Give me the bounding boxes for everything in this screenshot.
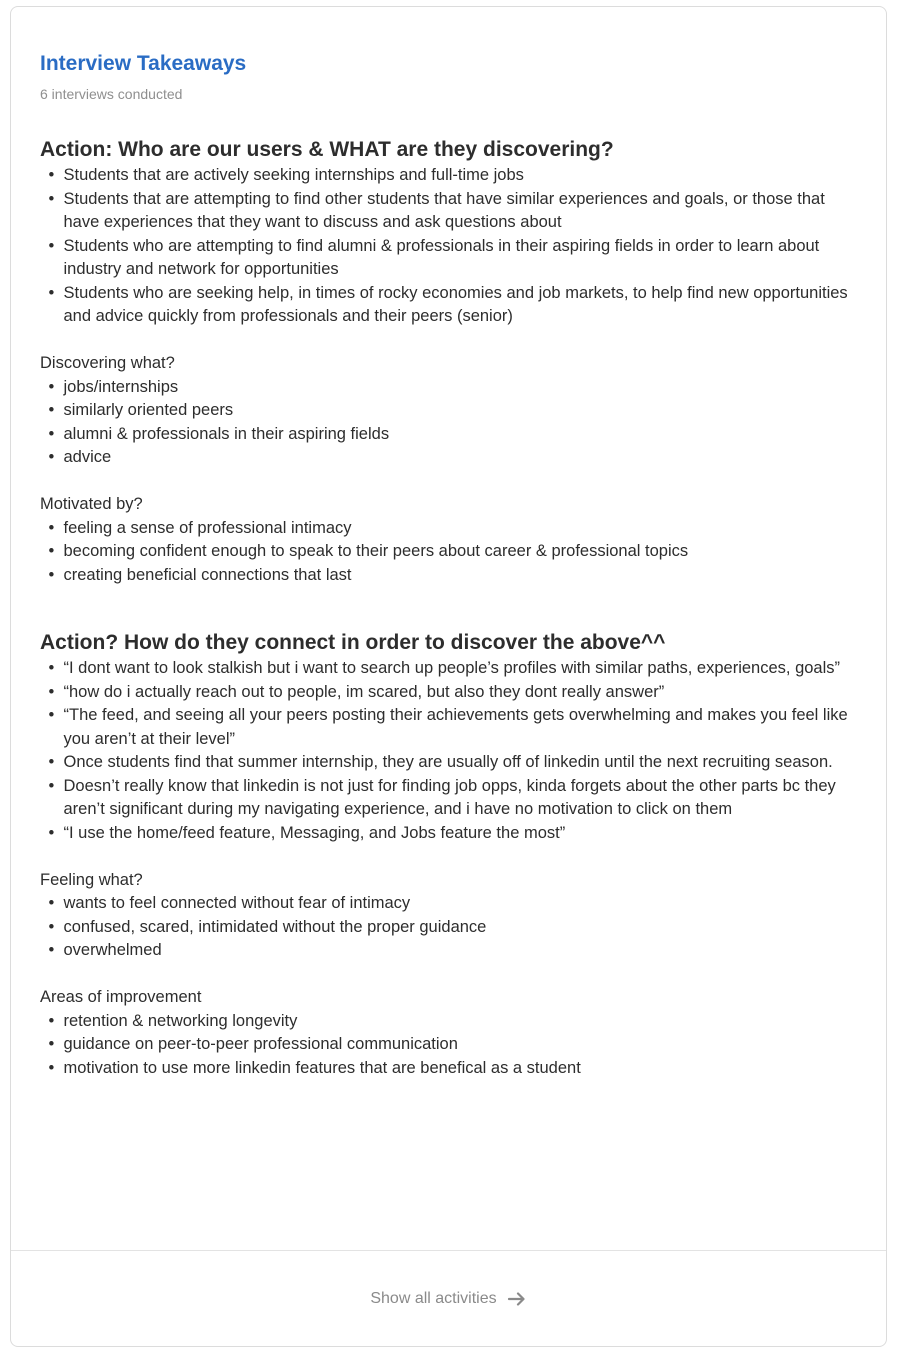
list-item: • Students who are attempting to find alumni & professionals in their aspiring fields in order to learn about industry and network for opportunities <box>64 235 858 282</box>
list-item: • alumni & professionals in their aspiring fields <box>64 423 858 447</box>
improvement-label: Areas of improvement <box>40 988 202 1006</box>
list-item: • “I dont want to look stalkish but i want to search up people’s profiles with similar paths, experiences, goals” <box>64 657 858 681</box>
card-subtitle: 6 interviews conducted <box>40 86 183 102</box>
list-item: • overwhelmed <box>64 939 858 963</box>
section2-bullet-list <box>40 657 857 845</box>
discovering-list <box>40 376 857 470</box>
list-item: • wants to feel connected without fear of intimacy <box>64 892 858 916</box>
feeling-list <box>40 892 857 963</box>
list-item: • Once students find that summer internship, they are usually off of linkedin until the next recruiting season. <box>64 751 858 775</box>
list-item: • guidance on peer-to-peer professional communication <box>64 1033 858 1057</box>
list-item: • “how do i actually reach out to people, im scared, but also they dont really answer” <box>64 681 858 705</box>
list-item: • “I use the home/feed feature, Messaging, and Jobs feature the most” <box>64 822 858 846</box>
list-item: • feeling a sense of professional intimacy <box>64 517 858 541</box>
list-item: • Doesn’t really know that linkedin is not just for finding job opps, kinda forgets about the other parts bc they aren’t significant during my navigating experience, and i have no motivation to click on them <box>64 775 858 822</box>
list-item: • Students that are attempting to find other students that have similar experiences and goals, or those that have experiences that they want to discuss and ask questions about <box>64 188 858 235</box>
list-item: • jobs/internships <box>64 376 858 400</box>
list-item: • becoming confident enough to speak to their peers about career & professional topics <box>64 540 858 564</box>
list-item: • “The feed, and seeing all your peers posting their achievements gets overwhelming and makes you feel like you aren’t at their level” <box>64 704 858 751</box>
list-item: • similarly oriented peers <box>64 399 858 423</box>
list-item: • Students that are actively seeking internships and full-time jobs <box>64 164 858 188</box>
motivated-list <box>40 517 857 588</box>
motivated-label: Motivated by? <box>40 495 143 513</box>
discovering-label: Discovering what? <box>40 354 175 372</box>
card-title: Interview Takeaways <box>40 52 247 75</box>
list-item: • Students who are seeking help, in times of rocky economies and job markets, to help find new opportunities and advice quickly from professionals and their peers (senior) <box>64 282 858 329</box>
section1-bullet-list <box>40 164 857 329</box>
list-item: • creating beneficial connections that last <box>64 564 858 588</box>
card-footer <box>11 1250 886 1346</box>
list-item: • retention & networking longevity <box>64 1010 858 1034</box>
arrow-right-icon <box>507 1289 527 1309</box>
card-content <box>11 7 886 1080</box>
list-item: • confused, scared, intimidated without the proper guidance <box>64 916 858 940</box>
takeaways-card <box>10 6 887 1347</box>
show-all-label: Show all activities <box>370 1289 497 1307</box>
section2-heading: Action? How do they connect in order to discover the above^^ <box>40 631 666 654</box>
show-all-activities-button[interactable] <box>370 1289 526 1309</box>
section1-heading: Action: Who are our users & WHAT are they discovering? <box>40 138 614 161</box>
improvement-list <box>40 1010 857 1081</box>
feeling-label: Feeling what? <box>40 870 143 889</box>
list-item: • advice <box>64 446 858 470</box>
list-item: • motivation to use more linkedin features that are benefical as a student <box>64 1057 858 1081</box>
